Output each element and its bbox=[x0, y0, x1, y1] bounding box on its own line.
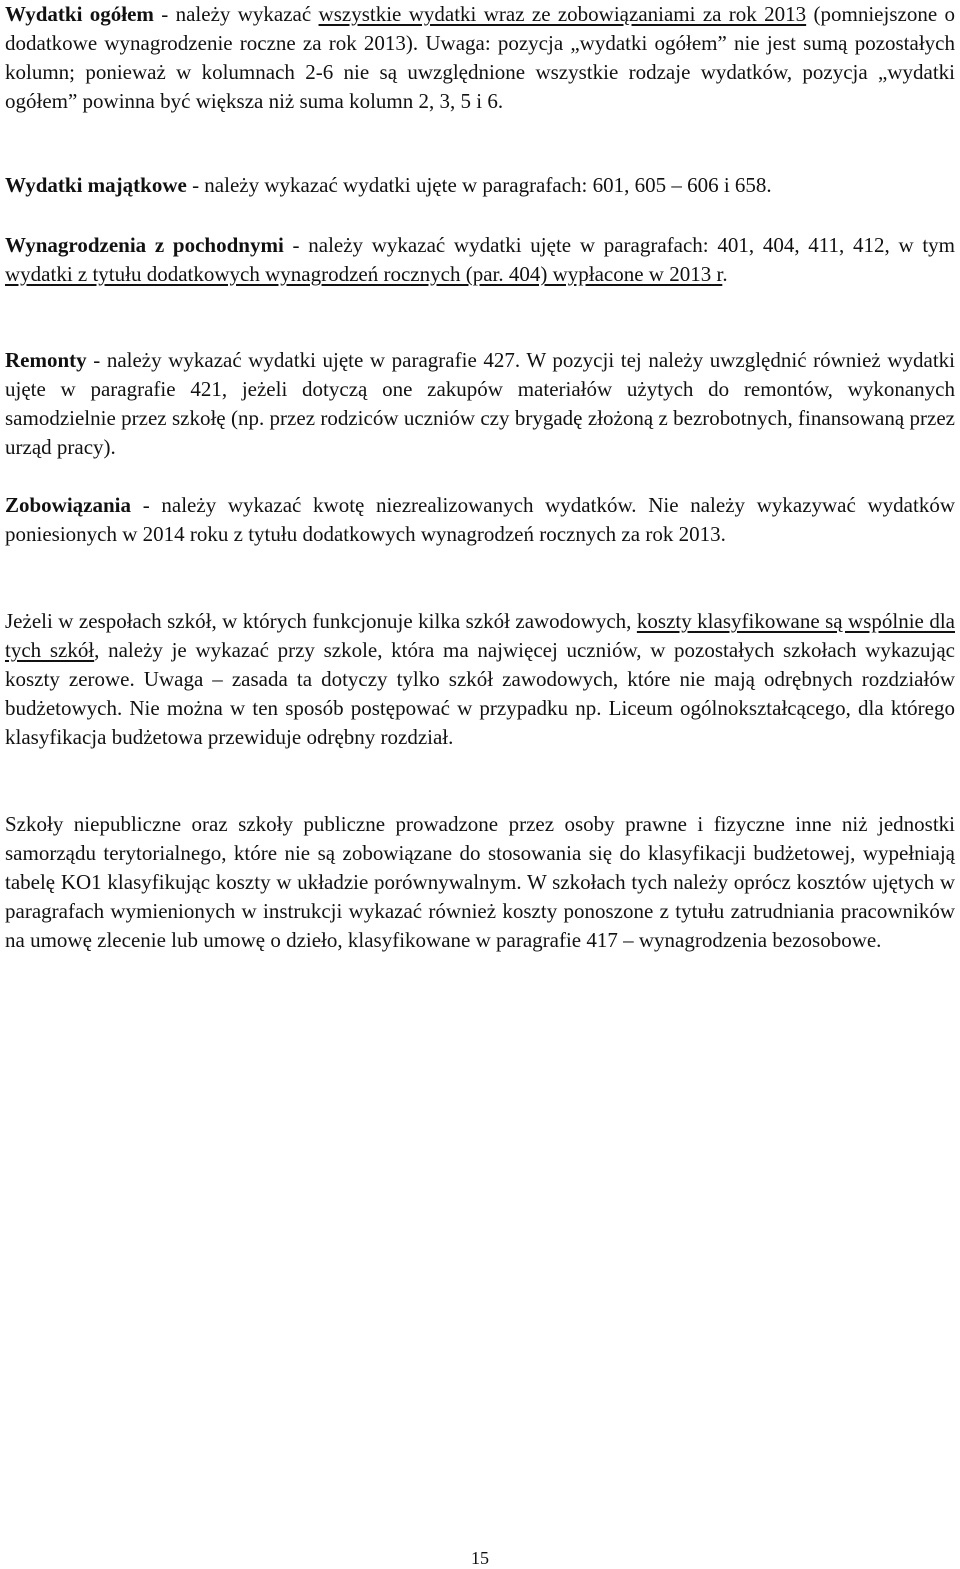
page-number: 15 bbox=[471, 1548, 489, 1568]
paragraph-text: . bbox=[722, 262, 728, 286]
paragraph-text: , należy je wykazać przy szkole, która ma najwięcej uczniów, w pozostałych szkołach wykazując koszty zerowe. Uwaga – zasada ta dotyczy tylko szkół zawodowych, które nie mają odrębnych rozdziałów budżetowych. Nie można w ten sposób postępować w przypadku np. Liceum ogólnokształcącego, dla którego klasyfikacja budżetowa przewiduje odrębny rozdział. bbox=[5, 638, 955, 749]
paragraph-text: (pomniejszone o dodatkowe wynagrodzenie roczne za rok 2013). Uwaga: pozycja „wydatki ogółem” nie jest sumą pozostałych kolumn; ponieważ w kolumnach 2-6 nie są uwzględnione wszystkie rodzaje wydatków, pozycja „wydatki ogółem” powinna być większa niż suma kolumn 2, 3, 5 i 6. bbox=[5, 2, 955, 113]
paragraph-text: - należy wykazać bbox=[153, 2, 319, 26]
paragraph-remonty bbox=[5, 346, 955, 462]
paragraph-text: - należy wykazać kwotę niezrealizowanych wydatków. Nie należy wykazywać wydatków poniesionych w 2014 roku z tytułu dodatkowych wynagrodzeń rocznych za rok 2013. bbox=[5, 493, 955, 546]
term-wydatki-ogolem: Wydatki ogółem bbox=[5, 2, 154, 26]
paragraph-zobowiazania bbox=[5, 491, 955, 549]
paragraph-wynagrodzenia bbox=[5, 231, 955, 289]
underlined-text: wszystkie wydatki wraz ze zobowiązaniami za rok 2013 bbox=[318, 2, 807, 26]
underlined-text: wydatki z tytułu dodatkowych wynagrodzeń rocznych (par. 404) wypłacone w 2013 r bbox=[5, 262, 723, 286]
term-wynagrodzenia: Wynagrodzenia z pochodnymi bbox=[5, 233, 284, 257]
term-remonty: Remonty bbox=[5, 348, 87, 372]
term-wydatki-majatkowe: Wydatki majątkowe bbox=[5, 173, 187, 197]
paragraph-text: Szkoły niepubliczne oraz szkoły publiczne prowadzone przez osoby prawne i fizyczne inne niż jednostki samorządu terytorialnego, które nie są zobowiązane do stosowania się do klasyfikacji budżetowej, wypełniają tabelę KO1 klasyfikując koszty w układzie porównywalnym. W szkołach tych należy oprócz kosztów ujętych w paragrafach wymienionych w instrukcji wykazać również koszty ponoszone z tytułu zatrudniania pracowników na umowę zlecenie lub umowę o dzieło, klasyfikowane w paragrafie 417 – wynagrodzenia bezosobowe. bbox=[5, 812, 955, 952]
paragraph-text: - należy wykazać wydatki ujęte w paragrafach: 601, 605 – 606 i 658. bbox=[186, 173, 772, 197]
paragraph-text: - należy wykazać wydatki ujęte w paragrafie 427. W pozycji tej należy uwzględnić również wydatki ujęte w paragrafie 421, jeżeli dotyczą one zakupów materiałów użytych do remontów, wykonanych samodzielnie przez szkołę (np. przez rodziców uczniów czy brygadę złożoną z bezrobotnych, finansowaną przez urząd pracy). bbox=[5, 348, 955, 459]
paragraph-szkoly-niepubliczne bbox=[5, 810, 955, 955]
term-zobowiazania: Zobowiązania bbox=[5, 493, 132, 517]
underlined-text: koszty klasyfikowane są wspólnie dla tych szkół bbox=[5, 609, 955, 662]
paragraph-wydatki-majatkowe bbox=[5, 171, 772, 200]
paragraph-text: Jeżeli w zespołach szkół, w których funkcjonuje kilka szkół zawodowych, bbox=[5, 609, 637, 633]
paragraph-text: - należy wykazać wydatki ujęte w paragrafach: 401, 404, 411, 412, w tym bbox=[283, 233, 955, 257]
paragraph-wydatki-ogolem bbox=[5, 0, 955, 116]
paragraph-zespoly-szkol bbox=[5, 607, 955, 752]
